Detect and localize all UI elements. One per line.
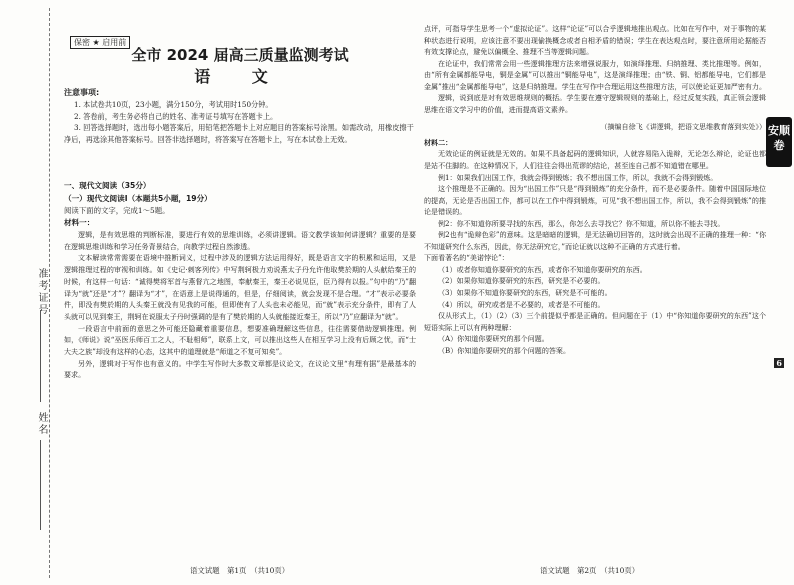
exam-id-label: 准考证号 <box>36 268 47 316</box>
body-paragraph: 点评，可指导学生思考一个“虚拟论证”。这样“论证”可以合乎逻辑地推出观点。比如在写作中，对于事物的某种状态进行说明，应该注意不要出现偷换概念或者自相矛盾的错误；学生在表达观点时，要注意所用论据能否有效支撑论点，避免以偏概全、推理不当等逻辑问题。 <box>424 24 766 57</box>
notice-list <box>64 99 414 145</box>
notice-title: 注意事项: <box>64 88 100 97</box>
right-body <box>424 23 766 356</box>
list-item: （A）你知道你要研究的那个问题。 <box>438 334 549 344</box>
body-paragraph: 文本解读常常需要在语境中推断词义，过程中涉及的逻辑方法运用得好，既是语言文字的积累和运用，又是逻辑推理过程的审视和训练。如《史记·刺客列传》中写荆轲极力劝说燕太子丹允许他取樊於期的人头献给秦王的时候，有这样一句话：“诚得樊将军首与燕督亢之地图，奉献秦王，秦王必说见臣，臣乃得有以报。”句中的“乃”翻译为“就”还是“才”？翻译为“才”，在语意上是说得通的，但是，仔细阅读，就会发现不是合理。“才”表示必要条件，即没有樊於期的人头秦王就没有见我的可能，但即使有了人头也未必能见，而“就”表示充分条件，即有了人头就可以见到秦王，荆轲在说服太子丹时强调的是有了樊於期的人头就能接近秦王，所以“乃”应翻译为“就”。 <box>64 253 416 321</box>
region-watermark: 安顺卷 <box>766 117 792 167</box>
secret-badge: 保密 ★ 启用前 <box>70 36 130 49</box>
list-item: （B）你知道你要研究的那个问题的答案。 <box>438 345 571 355</box>
source-citation: （摘编自徐飞《讲逻辑，把语文思维教育落到实处》） <box>600 122 766 132</box>
right-footer: 语文试题 第2页 （共10页） <box>540 566 640 575</box>
side-page-tick: 6 <box>776 358 782 368</box>
name-label: 姓名 <box>36 412 47 436</box>
body-paragraph: 逻辑，是有效思维的判断标准，要进行有效的思维训练，必须讲逻辑。语文教学该如何讲逻辑？重要的是要在逻辑思维训练和学习任务背景结合，向教学过程自然渗透。 <box>64 230 416 251</box>
list-item: （4）所以，研究或者是不必要的，或者是不可能的。 <box>438 299 605 309</box>
notice-item: 3. 回答选择题时，选出每小题答案后，用铅笔把答题卡上对应题目的答案标号涂黑。如需改动，用橡皮擦干净后，再选涂其他答案标号。回答非选择题时，将答案写在答题卡上，写在本试卷上无效。 <box>64 123 414 144</box>
list-item: （2）如果你知道你要研究的东西，研究是不必要的。 <box>438 276 605 286</box>
body-paragraph: 仅从形式上，（1）（2）（3）三个前提似乎都是正确的。但问题在于（1）中“你知道你要研究的东西”这个短语实际上可以有两种理解： <box>424 311 766 332</box>
body-paragraph: 一段语言中前面的意思之外可能还隐藏着重要信息，想要准确理解这些信息，往往需要借助逻辑推理。例如，《师说》说“巫医乐师百工之人，不耻相师”，联系上文，可以推出这些人在相互学习上没有后顾之忧，而“士大夫之族”却没有这样的心态，这其中的道理就是“师道之不复可知矣”。 <box>64 323 416 357</box>
body-paragraph: 例2也有“诡辩色彩”的意味。这是暗暗的逻辑，是无法确切回答的，这时就会出现不正确的推理一种：“你不知道研究什么东西，因此，你无法研究它，”而论证就以这种不正确的方式进行着。 <box>424 230 766 251</box>
exam-id-line <box>40 310 41 402</box>
name-line <box>40 440 41 530</box>
body-paragraph: 例1：如果我们出国工作，我就会得到锻炼；我不想出国工作，所以，我就不会得到锻炼。 <box>438 172 718 182</box>
body-paragraph: 无效论证的例证就是无效的。如果不具备起码的逻辑知识，人就容易陷入诡辩，无论怎么辩论，论证也都是站不住脚的。在这种情况下，人们往往会得出荒谬的结论，甚至连自己都不知道错在哪里。 <box>424 149 766 171</box>
list-item: （1）或者你知道你要研究的东西，或者你不知道你要研究的东西。 <box>438 264 647 274</box>
list-item: （3）如果你不知道你要研究的东西，研究是不可能的。 <box>438 288 612 298</box>
notice-item: 2. 答卷前，考生务必将自己的姓名、准考证号填写在答题卡上。 <box>74 111 278 121</box>
material1-label: 材料一： <box>64 218 95 227</box>
binding-dashed-line <box>49 8 50 578</box>
body-paragraph: 另外，逻辑对于写作也有意义的。中学生写作时大多数文章都是议论文，在议论文里“有理有据”是最基本的要求。 <box>64 358 416 380</box>
reading-instruction: 阅读下面的文字，完成1～5题。 <box>64 206 170 215</box>
body-paragraph: 例2：你不知道你所要寻找的东西，那么，你怎么去寻找它？你不知道，所以你不能去寻找。 <box>438 218 725 228</box>
exam-title: 全市 2024 届高三质量监测考试 <box>131 46 349 64</box>
subject-title: 语 文 <box>194 67 286 86</box>
body-paragraph: 逻辑，说到底是对有效思维规则的概括。学生要在遵守逻辑规则的基础上，经过反复实践，真正领会逻辑思维在语文学习中的价值，进而提高语文素养。 <box>424 93 766 114</box>
body-paragraph: 下面看著名的“美诺悖论”： <box>424 253 509 263</box>
notice-item: 1. 本试卷共10页，23小题，满分150分，考试用时150分钟。 <box>74 100 273 109</box>
body-paragraph: 在论证中，我们常常会用一些逻辑推理方法来增强说服力，如演绎推理、归纳推理、类比推理等。例如，由“所有金属都能导电，铜是金属”可以推出“铜能导电”，这是演绎推理；由“铁、铜、铝都能导电，它们都是金属”推出“金属都能导电”，这是归纳推理。学生在写作中合理运用这些推理方法，可以使论证更加严密有力。 <box>424 58 767 91</box>
left-footer: 语文试题 第1页 （共10页） <box>190 566 290 575</box>
left-body <box>64 229 416 381</box>
material2-label: 材料二： <box>424 137 453 147</box>
part1-heading: 一、现代文阅读（35分） <box>64 181 151 190</box>
part1a-heading: （一）现代文阅读Ⅰ（本题共5小题，19分） <box>64 194 212 203</box>
binding-strip <box>0 0 58 585</box>
body-paragraph: 这个推理是不正确的。因为“出国工作”只是“得到锻炼”的充分条件，而不是必要条件。随着中国国际地位的提高，无论是否出国工作，都可以在工作中得到锻炼，可见“我不想出国工作，所以，我不会得到锻炼”的推论是错误的。 <box>424 184 766 217</box>
